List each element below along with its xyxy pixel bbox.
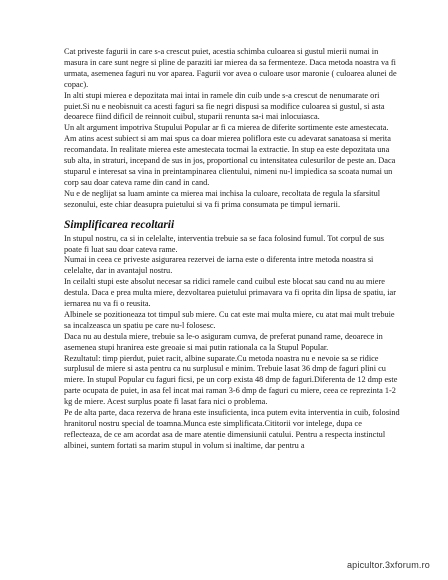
- paragraph: Albinele se pozitioneaza tot timpul sub miere. Cu cat este mai multa miere, cu atat mai mult trebuie sa incalzeasca un spatiu pe care nu-l folosesc.: [64, 309, 395, 330]
- paragraph: Cat priveste fagurii in care s-a crescut puiet, acestia schimba culoarea si gustul mierii numai in masura in care sunt negre si pline de paraziti iar mierea da sa fermenteze. Daca metoda noastra va fi urmata, asemenea faguri nu vor aparea. Fagurii vor avea o culoare usor maronie ( culoarea alunei de copac).: [64, 47, 397, 89]
- paragraph: Am atins acest subiect si am mai spus ca doar mierea poliflora este cu adevarat sanatoasa si merita recomandata. In realitate mierea este amestecata tocmai la extractie. In stup ea este depozitata una sub alta, in straturi, incepand de sus in jos, proportional cu intensitatea culesurilor de peste an. Daca stuparul e interesat sa vina in preintampinarea clientului, nimeni nu-l impiedica sa scoata numai un corp sau doar cateva rame din cand in cand.: [64, 134, 396, 187]
- document-page: [64, 47, 400, 452]
- site-watermark: apicultor.3xforum.ro: [346, 560, 430, 570]
- paragraph: Rezultatul: timp pierdut, puiet racit, albine suparate.Cu metoda noastra nu e nevoie sa se ridice surplusul de miere si asta pentru ca nu surplusul e minim. Trebuie lasat 36 dmp de faguri plini cu miere. In stupul Popular cu faguri ficsi, pe un corp exista 48 dmp de faguri.Diferenta de 12 dmp este parte ocupata de puiet, in asa fel incat mai raman 3-6 dmp de faguri cu miere, ceea ce reprezinta 1-2 kg de miere. Acest surplus poate fi lasat fara nici o problema.: [64, 353, 398, 407]
- paragraph: Un alt argument impotriva Stupului Popular ar fi ca mierea de diferite sortimente este amestecata.: [64, 123, 389, 133]
- paragraph: In ceilalti stupi este absolut necesar sa ridici ramele cand cuibul este blocat sau cand nu au miere destula. Daca e prea multa miere, dezvoltarea puietului primavara va fi oprita din lipsa de spatiu, iar iernarea nu va fi o reusita.: [64, 277, 396, 309]
- paragraph: Pe de alta parte, daca rezerva de hrana este insuficienta, inca putem evita interventia in cuib, folosind hranitorul nostru special de toamna.Munca este simplificata.Cititorii vor intelege, dupa ce reflecteaza, de ce am acordat asa de mare atentie dimensiunii catului. Pentru a respecta instinctul albinei, suntem fortati sa marim stupul in volum si inaltime, dar pentru a: [64, 408, 400, 450]
- paragraph: Daca nu au destula miere, trebuie sa le-o asiguram cumva, de preferat punand rame, deoarece in asemenea stupi hranirea este greoaie si mai putin rationala ca la Stupul Popular.: [64, 331, 383, 352]
- paragraph: Numai in ceea ce priveste asigurarea rezervei de iarna este o diferenta intre metoda noastra si celelalte, dar in avantajul nostru.: [64, 255, 374, 276]
- paragraph: In alti stupi mierea e depozitata mai intai in ramele din cuib unde s-a crescut de nenumarate ori puiet.Si nu e neobisnuit ca acesti faguri sa fie negri dispusi sa modifice culoarea si gustul, si asta deoarece fiind dificil de reinnoit cuibul, stuparii renunta sa-i mai inlocuiasca.: [64, 90, 385, 122]
- paragraph: In stupul nostru, ca si in celelalte, interventia trebuie sa se faca folosind fumul. Tot corpul de sus poate fi luat sau doar cateva rame.: [64, 233, 384, 254]
- paragraph: Nu e de neglijat sa luam aminte ca mierea mai inchisa la culoare, recoltata de regula la sfarsitul sezonului, este chiar deasupra puietului si va fi prima consumata pe timpul iernarii.: [64, 188, 381, 209]
- section-heading: Simplificarea recoltarii: [64, 218, 175, 231]
